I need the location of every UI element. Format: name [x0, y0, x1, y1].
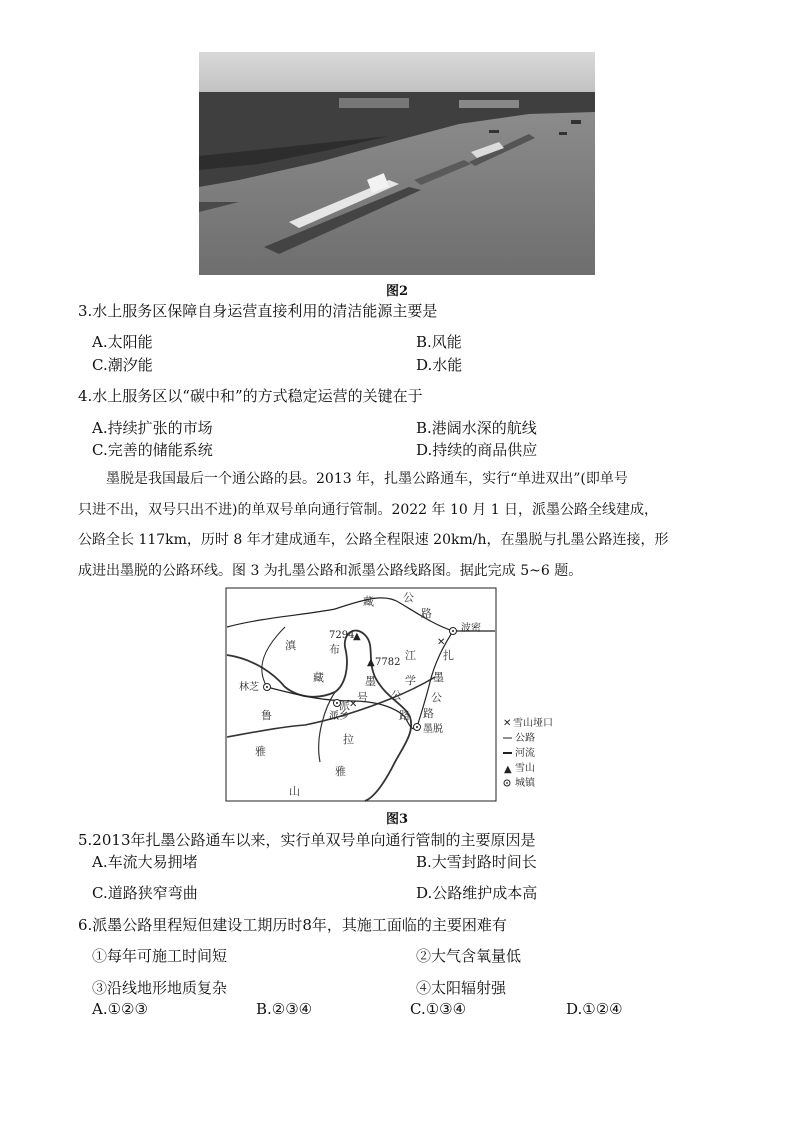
- label-gong-paimo: 公: [391, 689, 402, 702]
- passage-line-2: 只进不出，双号只出不进)的单双号单向通行管制。2022 年 10 月 1 日，派墨公路全线建成，: [78, 501, 659, 518]
- label-pai: 派: [339, 699, 350, 712]
- legend-pass-icon: ✕: [503, 718, 512, 729]
- peak-icon: ▲: [353, 631, 361, 642]
- label-jiang: 江: [405, 649, 416, 662]
- label-zang2: 藏: [313, 671, 324, 684]
- label-lu-nyang: 鲁: [261, 709, 272, 722]
- q5-option-b[interactable]: B.大雪封路时间长: [416, 853, 537, 871]
- label-gong-zhamo: 公: [431, 691, 442, 704]
- label-lu-paimo: 路: [399, 709, 410, 722]
- q4-option-b[interactable]: B.港阔水深的航线: [416, 419, 537, 437]
- question-6-stem: 6.派墨公路里程短但建设工期历时8年，其施工面临的主要困难有: [78, 916, 507, 934]
- label-paixiang: 派乡: [329, 711, 349, 722]
- route-map-svg: [225, 587, 569, 802]
- river-service-area-photo: [199, 52, 595, 275]
- question-5-stem: 5.2013年扎墨公路通车以来，实行单双号单向通行管制的主要原因是: [78, 831, 536, 849]
- label-mo-zhamo: 墨: [433, 671, 444, 684]
- q6-statement-4: ④太阳辐射强: [416, 979, 507, 997]
- label-bomi: 波密: [461, 623, 481, 634]
- label-la: 拉: [343, 733, 354, 746]
- label-lu-zhamo: 路: [423, 707, 434, 720]
- q6-statement-2: ②大气含氧量低: [416, 947, 522, 965]
- label-lu1: 路: [421, 607, 432, 620]
- q3-option-a[interactable]: A.太阳能: [92, 333, 153, 351]
- label-motuo: 墨脱: [423, 724, 443, 735]
- passage-line-3: 公路全长 117km，历时 8 年才建成通车，公路全程限速 20km/h，在墨脱与扎墨公路连接，形: [78, 532, 669, 548]
- passage-line-4: 成进出墨脱的公路环线。图 3 为扎墨公路和派墨公路线路图。据此完成 5~6 题。: [78, 562, 583, 579]
- q6-statement-3: ③沿线地形地质复杂: [92, 979, 228, 997]
- label-zang1: 藏: [363, 595, 374, 608]
- q3-option-b[interactable]: B.风能: [416, 333, 462, 351]
- label-dian: 滇: [285, 639, 296, 652]
- figure3-caption: 图3: [386, 812, 409, 827]
- route-map: [225, 587, 569, 802]
- q5-option-a[interactable]: A.车流大易拥堵: [92, 853, 198, 871]
- q6-option-a[interactable]: A.①②③: [92, 1000, 148, 1018]
- q4-option-d[interactable]: D.持续的商品供应: [416, 441, 538, 459]
- label-hao-paimo: 号: [357, 691, 368, 704]
- q3-option-c[interactable]: C.潮汐能: [92, 356, 153, 374]
- question-4-stem: 4.水上服务区以“碳中和”的方式稳定运营的关键在于: [78, 387, 423, 405]
- passage: [78, 464, 728, 586]
- legend-pass: 雪山垭口: [513, 718, 553, 729]
- legend-road: 公路: [515, 733, 535, 744]
- q4-option-c[interactable]: C.完善的储能系统: [92, 441, 213, 459]
- label-linzhi: 林芝: [239, 682, 259, 693]
- label-ya1: 雅: [255, 745, 266, 758]
- label-gong1: 公: [403, 591, 414, 604]
- photo-illustration: [199, 52, 595, 275]
- peak-label-7782: 7782: [375, 657, 401, 668]
- q4-option-a[interactable]: A.持续扩张的市场: [92, 419, 213, 437]
- q6-statement-1: ①每年可施工时间短: [92, 947, 228, 965]
- label-zha: 扎: [443, 649, 454, 662]
- legend-peak-icon: ▲: [504, 764, 512, 775]
- figure2-caption: 图2: [386, 284, 409, 299]
- q6-option-b[interactable]: B.②③④: [256, 1000, 313, 1018]
- q5-option-c[interactable]: C.道路狭窄弯曲: [92, 884, 198, 902]
- pass-paimo-marker: ✕: [349, 699, 358, 710]
- question-3-stem: 3.水上服务区保障自身运营直接利用的清洁能源主要是: [78, 302, 438, 320]
- legend-river: 河流: [515, 748, 535, 759]
- q5-option-d[interactable]: D.公路维护成本高: [416, 884, 538, 902]
- label-ya2: 雅: [335, 765, 346, 778]
- q6-option-c[interactable]: C.①③④: [410, 1000, 467, 1018]
- legend-town: 城镇: [515, 778, 535, 789]
- label-shan: 山: [289, 785, 300, 798]
- q3-option-d[interactable]: D.水能: [416, 356, 463, 374]
- peak-icon: ▲: [367, 657, 375, 668]
- peak-label-7294: 7294: [329, 630, 355, 641]
- label-mo-paimo: 墨: [365, 675, 376, 688]
- label-bu: 布: [329, 643, 340, 656]
- label-xue: 学: [405, 674, 416, 687]
- passage-line-1: 墨脱是我国最后一个通公路的县。2013 年，扎墨公路通车，实行“单进双出”(即单号: [106, 471, 628, 487]
- q6-option-d[interactable]: D.①②④: [566, 1000, 623, 1018]
- pass-zhamo-marker: ✕: [437, 637, 446, 648]
- legend-peak: 雪山: [515, 763, 535, 774]
